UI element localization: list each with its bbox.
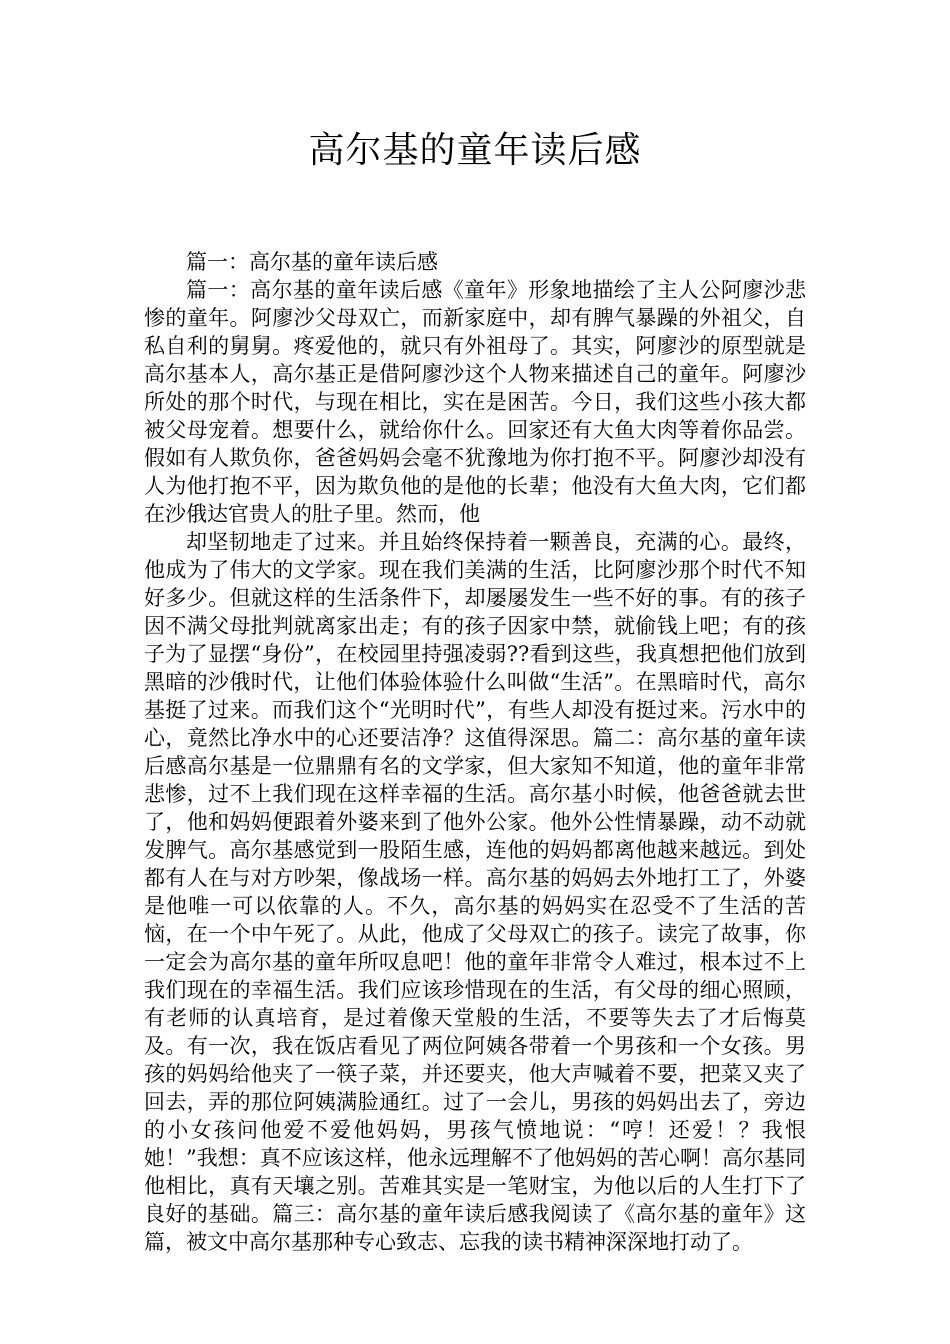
- document-title: 高尔基的童年读后感: [308, 130, 642, 171]
- paragraph-2: 却坚韧地走了过来。并且始终保持着一颗善良，充满的心。最终，他成为了伟大的文学家。现在我们美满的生活，比阿廖沙那个时代不知好多少。但就这样的生活条件下，却屡屡发生一些不好的事。有的孩子因不满父母批判就离家出走；有的孩子因家中禁，就偷钱上吧；有的孩子为了显摆“身份”，在校园里持强凌弱??看到这些，我真想把他们放到黑暗的沙俄时代，让他们体验体验什么叫做“生活”。在黑暗时代，高尔基挺了过来。而我们这个“光明时代”，有些人却没有挺过来。污水中的心，竟然比净水中的心还要洁净？这值得深思。篇二：高尔基的童年读后感高尔基是一位鼎鼎有名的文学家，但大家知不知道，他的童年非常悲惨，过不上我们现在这样幸福的生活。高尔基小时候，他爸爸就去世了，他和妈妈便跟着外婆来到了他外公家。他外公性情暴躁，动不动就发脾气。高尔基感觉到一股陌生感，连他的妈妈都离他越来越远。到处都有人在与对方吵架，像战场一样。高尔基的妈妈去外地打工了，外婆是他唯一可以依靠的人。不久，高尔基的妈妈实在忍受不了生活的苦恼，在一个中午死了。从此，他成了父母双亡的孩子。读完了故事，你一定会为高尔基的童年所叹息吧！他的童年非常令人难过，根本过不上我们现在的幸福生活。我们应该珍惜现在的生活，有父母的细心照顾，有老师的认真培育，是过着像天堂般的生活，不要等失去了才后悔莫及。有一次，我在饭店看见了两位阿姨各带着一个男孩和一个女孩。男孩的妈妈给他夹了一筷子菜，并还要夹，他大声喊着不要，把菜又夹了回去，弄的那位阿姨满脸通红。过了一会儿，男孩的妈妈出去了，旁边的小女孩问他爱不爱他妈妈，男孩气愤地说：“哼！还爱！？我恨她！”我想：真不应该这样，他永远理解不了他妈妈的苦心啊！高尔基同他相比，真有天壤之别。苦难其实是一笔财宝，为他以后的人生打下了良好的基础。篇三：高尔基的童年读后感我阅读了《高尔基的童年》这篇，被文中高尔基那种专心致志、忘我的读书精神深深地打动了。: [144, 530, 806, 1254]
- paragraph-heading: 篇一：高尔基的童年读后感: [186, 250, 438, 274]
- document-body: [144, 248, 806, 1256]
- paragraph-1: 篇一：高尔基的童年读后感《童年》形象地描绘了主人公阿廖沙悲惨的童年。阿廖沙父母双亡，而新家庭中，却有脾气暴躁的外祖父，自私自利的舅舅。疼爱他的，就只有外祖母了。其实，阿廖沙的原型就是高尔基本人，高尔基正是借阿廖沙这个人物来描述自己的童年。阿廖沙所处的那个时代，与现在相比，实在是困苦。今日，我们这些小孩大都被父母宠着。想要什么，就给你什么。回家还有大鱼大肉等着你品尝。假如有人欺负你，爸爸妈妈会毫不犹豫地为你打抱不平。阿廖沙却没有人为他打抱不平，因为欺负他的是他的长辈；他没有大鱼大肉，它们都在沙俄达官贵人的肚子里。然而，他: [144, 278, 806, 526]
